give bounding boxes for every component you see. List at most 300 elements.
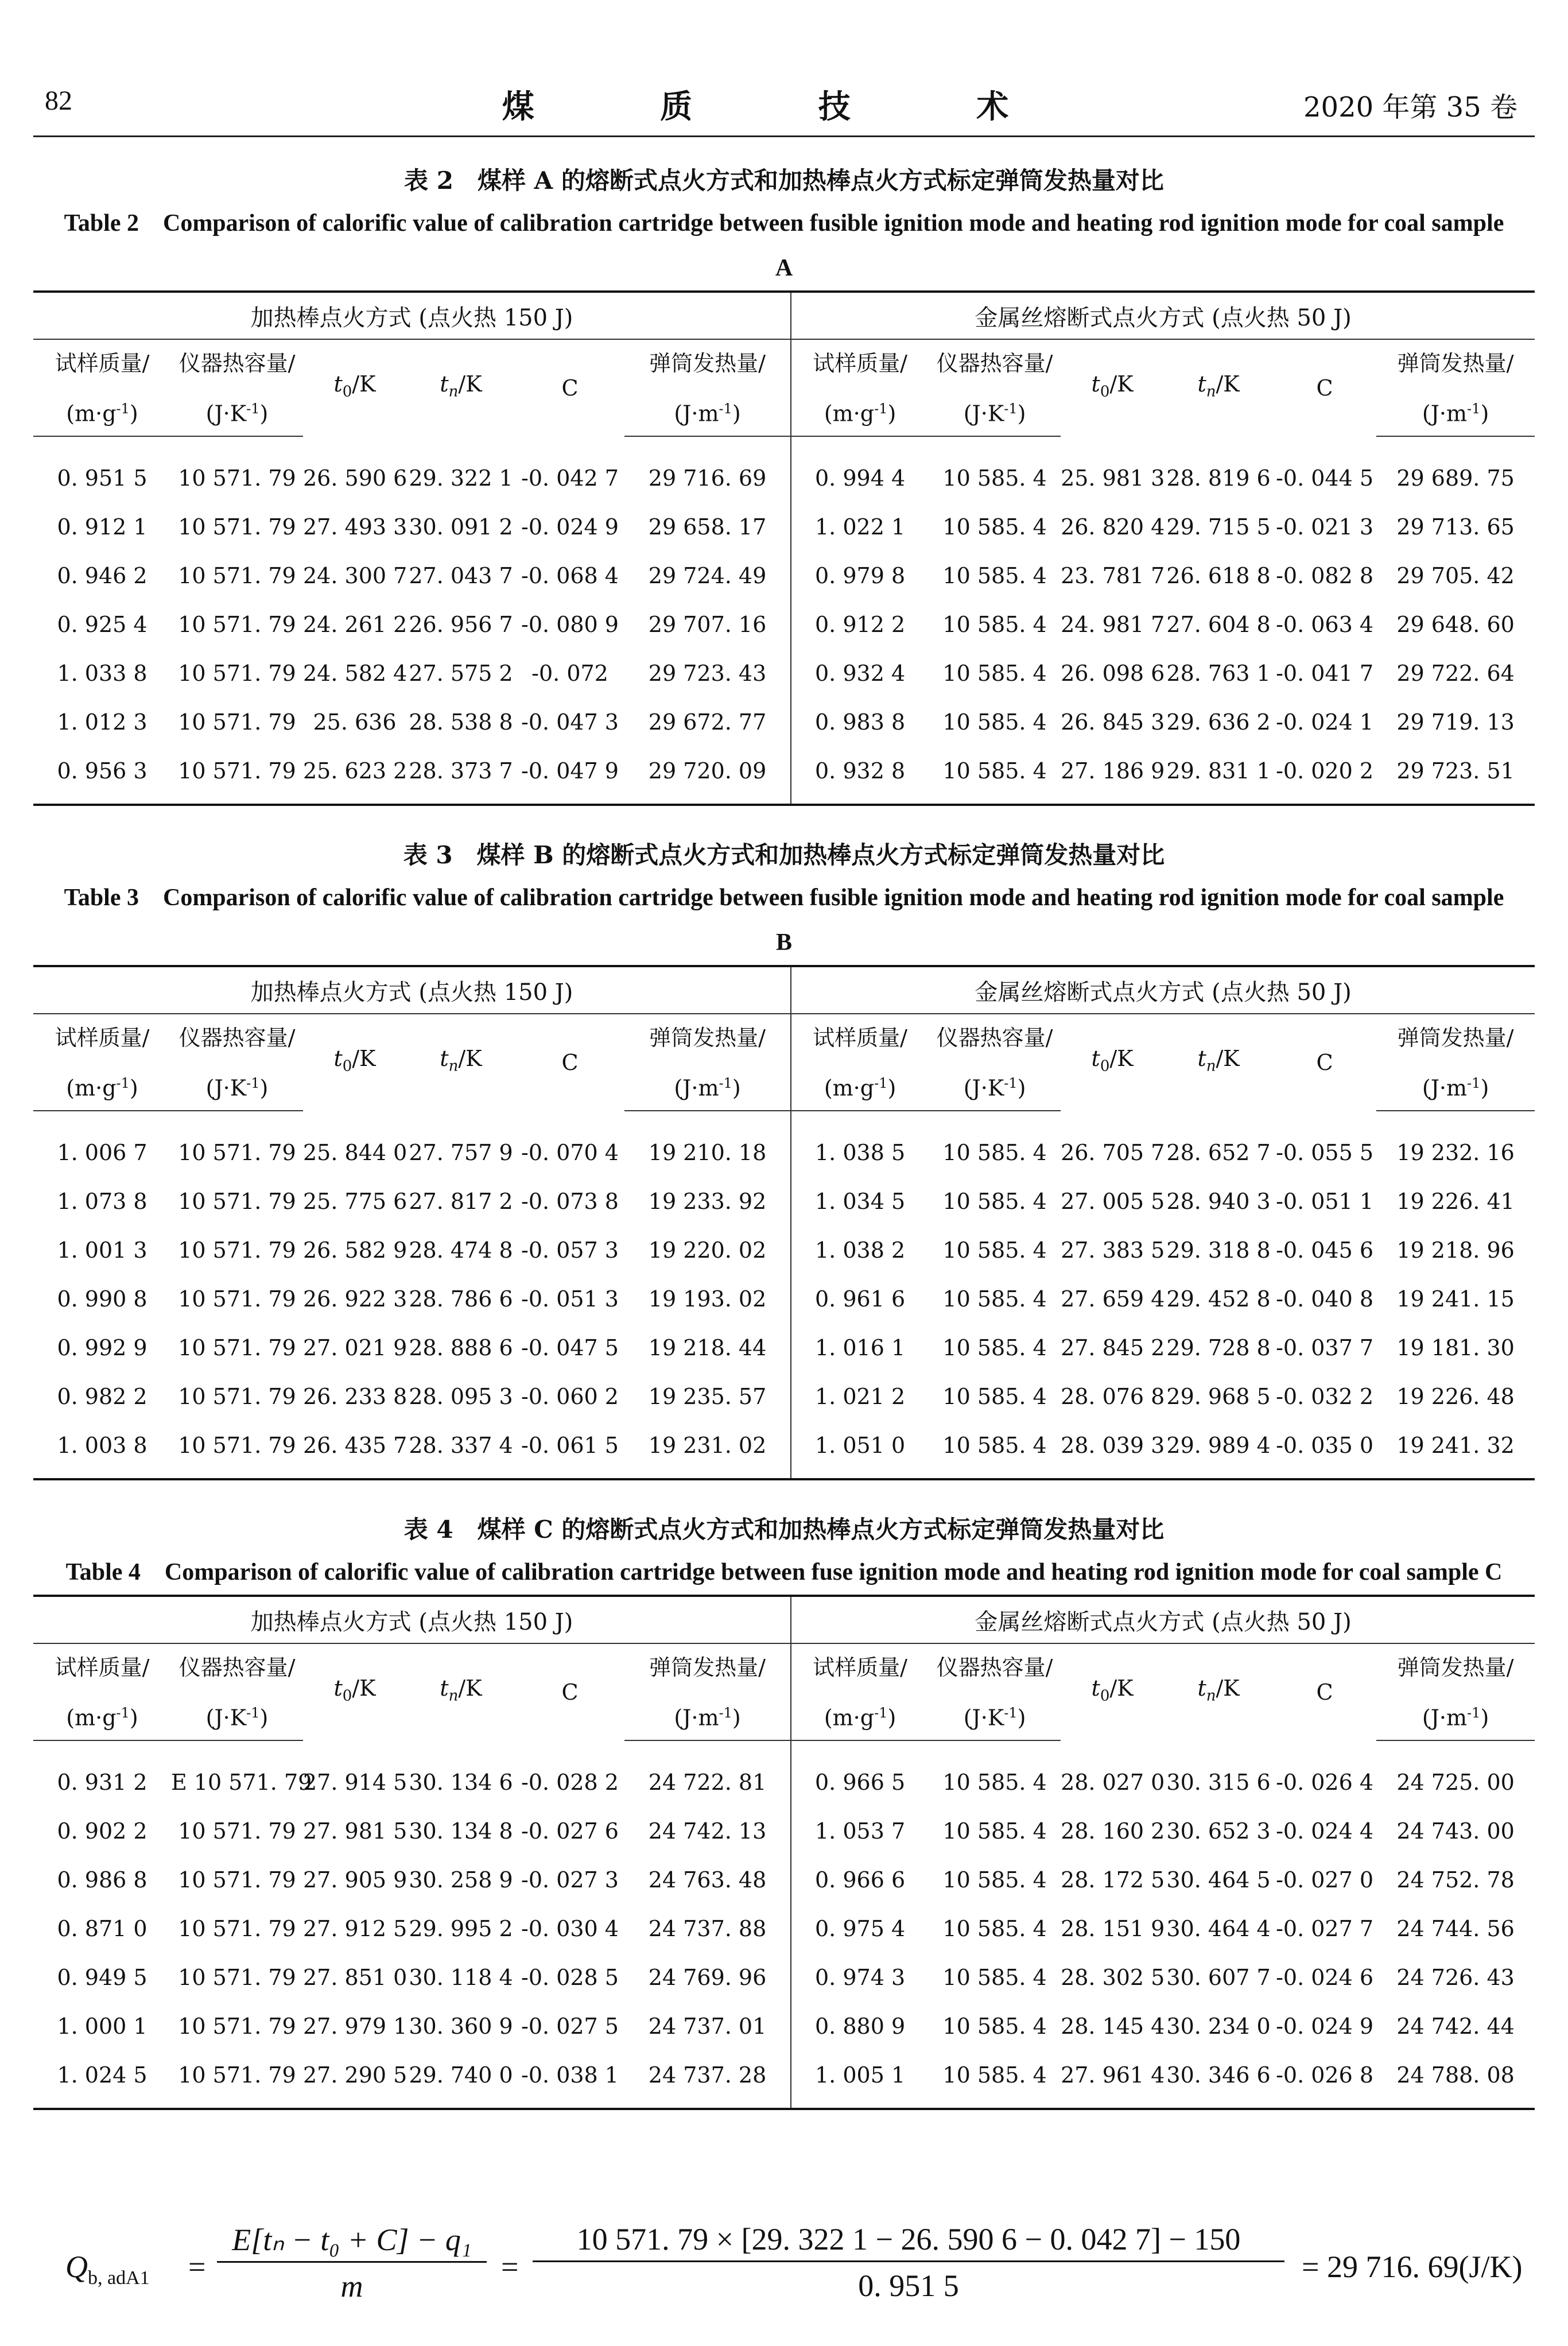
table-block — [33, 1510, 1535, 2110]
table-cell: -0. 028 2 — [521, 1769, 619, 1795]
formula-denominator: 0. 951 5 — [858, 2269, 959, 2303]
superscript: -1 — [874, 401, 888, 417]
table-cell: 10 585. 4 — [929, 2051, 1061, 2109]
table-cell: 0. 949 5 — [57, 1965, 148, 1991]
paren: ) — [887, 1705, 896, 1731]
table-cell: 0. 946 2 — [57, 563, 148, 589]
table-cell: 27. 981 5 — [303, 1818, 407, 1844]
table-cell: 26. 705 7 — [1061, 1139, 1165, 1165]
table-cell: 26. 922 3 — [303, 1286, 407, 1312]
paren: ) — [1480, 401, 1489, 426]
table-cell: 10 571. 79 — [178, 563, 296, 589]
formula-fraction-numeric — [533, 2221, 1284, 2304]
table-cell: 0. 932 8 — [791, 747, 929, 805]
table-cell: 28. 763 1 — [1166, 661, 1271, 687]
table-cell: 1. 073 8 — [57, 1189, 148, 1215]
paren: ) — [1480, 1075, 1489, 1101]
table-cell: 24 722. 81 — [624, 1740, 791, 1807]
superscript: -1 — [719, 1705, 732, 1721]
paren: ) — [1017, 1075, 1026, 1101]
table-cell: 27. 005 5 — [1061, 1189, 1165, 1215]
table-cell: -0. 027 0 — [1276, 1867, 1374, 1893]
table-cell: E 10 571. 79 — [171, 1770, 312, 1796]
subscript: 0 — [1100, 1057, 1110, 1075]
subscript: n — [448, 383, 459, 401]
unit: (m·g — [66, 1075, 117, 1101]
table-cell: 10 571. 79 — [178, 1189, 296, 1215]
table-cell: 1. 016 1 — [815, 1335, 906, 1361]
table-cell: 27. 290 5 — [303, 2051, 406, 2109]
superscript: -1 — [719, 401, 732, 417]
paren: ) — [129, 401, 138, 426]
table-cell: 29. 636 2 — [1166, 709, 1271, 735]
table-cell: 30. 258 9 — [409, 1867, 513, 1893]
col-header-calorific: 弹筒发热量/ — [649, 1025, 766, 1050]
table-cell: 27. 383 5 — [1061, 1238, 1165, 1263]
table-cell: 10 585. 4 — [942, 1335, 1047, 1361]
table-cell: -0. 032 2 — [1276, 1384, 1374, 1410]
table-cell: 1. 005 1 — [791, 2051, 929, 2109]
table-cell: -0. 080 9 — [521, 612, 619, 638]
group-header-fuse-wire: 金属丝熔断式点火方式 (点火热 50 J) — [791, 1596, 1535, 1643]
table-cell: 29. 831 1 — [1164, 747, 1273, 805]
table-cell: 0. 986 8 — [57, 1867, 148, 1893]
table-cell: 29. 968 5 — [1166, 1384, 1271, 1410]
table-cell: 10 585. 4 — [942, 1189, 1047, 1215]
unit: (J·m — [674, 1075, 719, 1101]
table-cell: 28. 888 6 — [409, 1335, 513, 1361]
table-cell: 10 571. 79 — [178, 661, 296, 687]
unit: /K — [1109, 1676, 1134, 1701]
table-caption-zh: 表 2 煤样 A 的熔断式点火方式和加热棒点火方式标定弹筒发热量对比 — [404, 166, 1164, 195]
formula-result: = 29 716. 69(J/K) — [1302, 2250, 1523, 2284]
table-cell: 28. 538 8 — [409, 709, 513, 735]
unit: /K — [352, 1676, 376, 1701]
unit: (m·g — [66, 1705, 117, 1731]
col-header-calorific: 弹筒发热量/ — [1397, 351, 1514, 376]
subscript: 0 — [342, 1687, 352, 1705]
paren: ) — [129, 1705, 138, 1731]
col-header-t0: t — [333, 371, 343, 397]
subscript: n — [1206, 383, 1216, 401]
table-cell: -0. 051 3 — [521, 1286, 619, 1312]
superscript: -1 — [246, 1705, 260, 1721]
table-cell: 10 585. 4 — [942, 1916, 1047, 1942]
table-cell: -0. 045 6 — [1276, 1238, 1374, 1263]
table-cell: 19 241. 32 — [1376, 1421, 1535, 1479]
col-header-heat-capacity: 仪器热容量/ — [178, 1655, 296, 1680]
table-cell: 26. 956 7 — [409, 612, 513, 638]
table-cell: 27. 845 2 — [1061, 1335, 1165, 1361]
table-cell: 10 585. 4 — [942, 1965, 1047, 1991]
col-header-tn: t — [1197, 371, 1206, 397]
table-cell: 29 689. 75 — [1396, 466, 1515, 491]
table-cell: 29 724. 49 — [624, 552, 791, 600]
subscript: n — [1206, 1057, 1216, 1075]
table-cell: 30. 464 4 — [1166, 1916, 1271, 1942]
table-cell: 30. 346 6 — [1164, 2051, 1273, 2109]
col-header-mass: 试样质量/ — [813, 351, 907, 376]
table-cell: 10 571. 79 — [178, 1286, 296, 1312]
table-cell: 27. 659 4 — [1061, 1286, 1165, 1312]
table-cell: 10 585. 4 — [942, 1286, 1047, 1312]
table-cell: 10 571. 79 — [178, 1916, 296, 1942]
group-header-heating-rod: 加热棒点火方式 (点火热 150 J) — [33, 1596, 791, 1643]
table-cell: -0. 060 2 — [521, 1384, 619, 1410]
table-cell: 24 788. 08 — [1376, 2051, 1535, 2109]
table-cell: 25. 636 — [313, 709, 397, 735]
paren: ) — [1480, 1705, 1489, 1731]
paren: ) — [732, 1075, 741, 1101]
table-cell: 27. 851 0 — [303, 1965, 407, 1991]
table-cell: 27. 912 5 — [303, 1916, 407, 1942]
table-row — [33, 649, 1535, 698]
paper-page — [33, 0, 1535, 2346]
table-cell: 19 232. 16 — [1396, 1140, 1515, 1166]
table-row — [33, 1953, 1535, 2002]
table-cell: 26. 435 7 — [303, 1421, 406, 1479]
table-cell: 27. 961 4 — [1061, 2051, 1164, 2109]
col-header-calorific: 弹筒发热量/ — [1397, 1655, 1514, 1680]
subscript: n — [448, 1057, 459, 1075]
table-cell: 29 672. 77 — [624, 698, 791, 747]
table-cell: 1. 000 1 — [57, 2014, 148, 2039]
col-header-heat-capacity: 仪器热容量/ — [936, 1655, 1053, 1680]
paren: ) — [259, 1705, 269, 1731]
table-cell: 30. 091 2 — [409, 514, 513, 540]
table-cell: 25. 981 3 — [1061, 465, 1165, 491]
table-cell: -0. 082 8 — [1276, 563, 1374, 589]
table-cell: 29 722. 64 — [1396, 661, 1515, 687]
unit: (m·g — [66, 401, 117, 426]
table-cell: 29. 740 0 — [406, 2051, 515, 2109]
col-header-tn: t — [1197, 1676, 1206, 1701]
table-cell: 27. 186 9 — [1061, 747, 1164, 805]
table-cell: -0. 024 4 — [1276, 1818, 1374, 1844]
table-cell: 0. 902 2 — [57, 1818, 148, 1844]
table-cell: 1. 051 0 — [791, 1421, 929, 1479]
unit: (J·m — [674, 401, 719, 426]
table-cell: 0. 982 2 — [57, 1384, 148, 1410]
table-cell: 27. 979 1 — [303, 2014, 407, 2039]
table-cell: 26. 098 6 — [1061, 661, 1165, 687]
table-cell: -0. 024 9 — [1276, 2014, 1374, 2039]
table-cell: 24 737. 28 — [624, 2051, 791, 2109]
table-block — [33, 835, 1535, 1480]
table-cell: 24 743. 00 — [1396, 1818, 1515, 1844]
table-cell: 10 571. 79 — [178, 1140, 296, 1166]
table-cell: -0. 024 6 — [1276, 1965, 1374, 1991]
table-caption-zh: 表 4 煤样 C 的熔断式点火方式和加热棒点火方式标定弹筒发热量对比 — [403, 1515, 1165, 1544]
table-cell: 29. 715 5 — [1166, 514, 1271, 540]
table-cell: 25. 844 0 — [303, 1139, 407, 1165]
table-row — [33, 1275, 1535, 1324]
superscript: -1 — [719, 1075, 732, 1091]
table-cell: 29 648. 60 — [1396, 612, 1515, 638]
table-cell: 27. 043 7 — [409, 563, 513, 589]
table-cell: 10 585. 4 — [929, 1421, 1061, 1479]
table-cell: 30. 234 0 — [1166, 2014, 1271, 2039]
superscript: -1 — [116, 1075, 130, 1091]
table-cell: -0. 024 1 — [1276, 709, 1374, 735]
table-cell: 29 716. 69 — [624, 436, 791, 503]
table-cell: 29 719. 13 — [1396, 709, 1515, 735]
table-cell: 19 241. 15 — [1396, 1286, 1515, 1312]
table-row — [33, 552, 1535, 600]
table-cell: 27. 493 3 — [303, 514, 407, 540]
table-cell: 1. 012 3 — [57, 709, 148, 735]
table-cell: -0. 037 7 — [1276, 1335, 1374, 1361]
table-caption-en: Table 2 Comparison of calorific value of calibration cartridge between fusible ignition mode and heating rod ignition mode for coal sample A — [64, 210, 1504, 281]
superscript: -1 — [874, 1075, 888, 1091]
unit: (J·K — [205, 1705, 247, 1731]
superscript: -1 — [1004, 401, 1018, 417]
col-header-t0: t — [1091, 371, 1100, 397]
table-cell: 29 707. 16 — [624, 600, 791, 649]
table-cell: 30. 360 9 — [409, 2014, 513, 2039]
table-cell: 10 571. 79 — [171, 1421, 303, 1479]
table-cell: 0. 912 2 — [815, 612, 906, 638]
col-header-tn: t — [440, 1676, 449, 1701]
paren: ) — [732, 1705, 741, 1731]
table-cell: 0. 932 4 — [815, 661, 906, 687]
table-cell: 29 723. 43 — [624, 649, 791, 698]
table-cell: -0. 027 7 — [1276, 1916, 1374, 1942]
paren: ) — [887, 1075, 896, 1101]
table-cell: 27. 021 9 — [303, 1335, 407, 1361]
table-cell: -0. 047 9 — [515, 747, 624, 805]
table-cell: 10 585. 4 — [942, 1238, 1047, 1263]
table-cell: 26. 618 8 — [1166, 563, 1271, 589]
table-cell: 10 585. 4 — [942, 661, 1047, 687]
superscript: -1 — [874, 1705, 888, 1721]
table-cell: 0. 871 0 — [57, 1916, 148, 1942]
table-cell: 29. 318 8 — [1166, 1238, 1271, 1263]
unit: /K — [1216, 1676, 1240, 1701]
table-cell: 26. 845 3 — [1061, 709, 1165, 735]
paren: ) — [129, 1075, 138, 1101]
table-cell: 24 742. 13 — [624, 1807, 791, 1856]
table-row — [33, 503, 1535, 552]
col-header-mass: 试样质量/ — [55, 1025, 150, 1050]
table-cell: 10 571. 79 — [178, 2014, 296, 2039]
table-cell: 28. 145 4 — [1061, 2014, 1165, 2039]
journal-name: 煤 质 技 术 — [502, 88, 1066, 126]
table-cell: 24 725. 00 — [1396, 1770, 1515, 1796]
paren: ) — [1017, 401, 1026, 426]
col-header-calorific: 弹筒发热量/ — [649, 351, 766, 376]
col-header-t0: t — [333, 1046, 343, 1072]
unit: /K — [352, 1046, 376, 1072]
table-cell: 10 585. 4 — [942, 1384, 1047, 1410]
table-cell: -0. 047 3 — [521, 709, 619, 735]
table-cell: 0. 983 8 — [815, 709, 906, 735]
table-cell: 24 737. 88 — [624, 1905, 791, 1953]
subscript: 0 — [1100, 383, 1110, 401]
col-header-c: C — [561, 1049, 579, 1075]
unit: /K — [458, 371, 482, 397]
table-cell: 28. 940 3 — [1166, 1189, 1271, 1215]
volume-info: 2020 年第 35 卷 — [1303, 91, 1517, 123]
paren: ) — [732, 401, 741, 426]
table-cell: 19 233. 92 — [624, 1177, 791, 1226]
table-cell: -0. 073 8 — [521, 1189, 619, 1215]
table-cell: 0. 925 4 — [57, 612, 148, 638]
table-cell: -0. 070 4 — [521, 1139, 619, 1165]
unit: (J·K — [963, 401, 1004, 426]
col-header-t0: t — [333, 1676, 343, 1701]
table-cell: -0. 040 8 — [1276, 1286, 1374, 1312]
table-cell: 0. 966 6 — [815, 1867, 906, 1893]
paren: ) — [1017, 1705, 1026, 1731]
table-cell: 1. 053 7 — [815, 1818, 906, 1844]
table-row — [33, 1856, 1535, 1905]
subscript: 0 — [1100, 1687, 1110, 1705]
unit: (J·m — [1422, 401, 1468, 426]
col-header-tn: t — [440, 371, 449, 397]
table-row — [33, 698, 1535, 747]
table-row — [33, 1421, 1535, 1479]
superscript: -1 — [1004, 1705, 1018, 1721]
table-cell: 30. 134 6 — [409, 1769, 513, 1795]
table-cell: 29. 452 8 — [1166, 1286, 1271, 1312]
table-cell: -0. 027 5 — [521, 2014, 619, 2039]
table-cell: 10 571. 79 — [178, 1867, 296, 1893]
table-cell: 28. 652 7 — [1166, 1139, 1271, 1165]
page-number: 82 — [45, 86, 72, 116]
table-cell: -0. 027 6 — [521, 1818, 619, 1844]
table-cell: 0. 931 2 — [57, 1770, 148, 1796]
table-cell: -0. 044 5 — [1276, 465, 1374, 491]
table-cell: 10 571. 79 — [178, 514, 296, 540]
table-row — [33, 2051, 1535, 2109]
superscript: -1 — [1467, 1075, 1481, 1091]
table-cell: 10 585. 4 — [942, 1770, 1047, 1796]
table-cell: -0. 041 7 — [1276, 661, 1374, 687]
table-cell: 24 744. 56 — [1396, 1916, 1515, 1942]
running-header — [33, 80, 1535, 137]
table-cell: 29. 989 4 — [1164, 1421, 1273, 1479]
table-cell: -0. 026 8 — [1273, 2051, 1376, 2109]
table-cell: 0. 956 3 — [33, 747, 171, 805]
table-row — [33, 2002, 1535, 2051]
col-header-tn: t — [1197, 1046, 1206, 1072]
table-cell: 0. 880 9 — [815, 2014, 906, 2039]
superscript: -1 — [1467, 1705, 1481, 1721]
table-cell: 29 705. 42 — [1396, 563, 1515, 589]
table-row — [33, 747, 1535, 805]
table-cell: 28. 302 5 — [1061, 1965, 1165, 1991]
table-cell: 10 585. 4 — [942, 1867, 1047, 1893]
table-cell: 19 218. 96 — [1396, 1238, 1515, 1263]
table-cell: 27. 817 2 — [409, 1189, 513, 1215]
table-row — [33, 600, 1535, 649]
table-cell: 28. 027 0 — [1061, 1769, 1165, 1795]
table-cell: 1. 024 5 — [33, 2051, 171, 2109]
table-cell: 1. 021 2 — [815, 1384, 906, 1410]
formula-lhs: $Q_{b, adA1}$ — [65, 2250, 150, 2289]
table-cell: 27. 905 9 — [303, 1867, 407, 1893]
formula-fraction-symbolic — [217, 2221, 487, 2304]
table-cell: 10 585. 4 — [942, 612, 1047, 638]
table-caption-zh: 表 3 煤样 B 的熔断式点火方式和加热棒点火方式标定弹筒发热量对比 — [403, 841, 1165, 869]
table-cell: 28. 039 3 — [1061, 1421, 1164, 1479]
table-cell: 26. 590 6 — [303, 465, 407, 491]
unit: (J·K — [205, 1075, 247, 1101]
table-cell: 30. 652 3 — [1166, 1818, 1271, 1844]
subscript: n — [448, 1687, 459, 1705]
col-header-c: C — [1316, 1679, 1333, 1705]
table-row — [33, 436, 1535, 503]
subscript: 0 — [342, 383, 352, 401]
table-cell: 29. 728 8 — [1166, 1335, 1271, 1361]
table-cell: 27. 575 2 — [409, 661, 513, 687]
col-header-c: C — [561, 375, 579, 401]
formula-numerator: 10 571. 79 × [29. 322 1 − 26. 590 6 − 0. 042 7] − 150 — [533, 2221, 1284, 2262]
table-cell: -0. 072 — [531, 661, 608, 687]
table-cell: -0. 026 4 — [1276, 1769, 1374, 1795]
table-row — [33, 1111, 1535, 1177]
table-cell: 10 571. 79 — [171, 747, 303, 805]
table-cell: 0. 994 4 — [815, 466, 906, 491]
table-cell: 1. 001 3 — [57, 1238, 148, 1263]
paren: ) — [259, 401, 269, 426]
calorific-comparison-table — [33, 290, 1535, 806]
table-cell: -0. 024 9 — [521, 514, 619, 540]
table-cell: 19 210. 18 — [624, 1111, 791, 1177]
table-cell: 19 218. 44 — [624, 1324, 791, 1372]
table-cell: 24 752. 78 — [1396, 1867, 1515, 1893]
table-cell: 26. 820 4 — [1061, 514, 1165, 540]
table-cell: 10 571. 79 — [178, 466, 296, 491]
col-header-t0: t — [1091, 1676, 1100, 1701]
table-cell: 28. 076 8 — [1061, 1384, 1165, 1410]
table-cell: 1. 022 1 — [815, 514, 906, 540]
table-cell: 24. 981 7 — [1061, 612, 1165, 638]
unit: (J·m — [1422, 1075, 1468, 1101]
table-cell: 28. 337 4 — [406, 1421, 515, 1479]
table-cell: 10 571. 79 — [178, 1384, 296, 1410]
table-cell: 24 763. 48 — [624, 1856, 791, 1905]
table-caption-en: Table 4 Comparison of calorific value of calibration cartridge between fuse ignition mode and heating rod ignition mode for coal sample C — [65, 1559, 1503, 1585]
superscript: -1 — [1004, 1075, 1018, 1091]
table-cell: 10 585. 4 — [942, 1140, 1047, 1166]
table-cell: 10 585. 4 — [942, 466, 1047, 491]
table-row — [33, 1807, 1535, 1856]
table-cell: 10 571. 79 — [178, 1965, 296, 1991]
col-header-mass: 试样质量/ — [813, 1655, 907, 1680]
table-cell: 10 571. 79 — [178, 612, 296, 638]
superscript: -1 — [116, 1705, 130, 1721]
table-cell: 24 742. 44 — [1396, 2014, 1515, 2039]
col-header-c: C — [561, 1679, 579, 1705]
table-cell: 19 220. 02 — [624, 1226, 791, 1275]
table-cell: -0. 028 5 — [521, 1965, 619, 1991]
col-header-heat-capacity: 仪器热容量/ — [936, 351, 1053, 376]
table-cell: 26. 233 8 — [303, 1384, 407, 1410]
unit: /K — [1216, 371, 1240, 397]
col-header-mass: 试样质量/ — [55, 351, 150, 376]
unit: (J·K — [963, 1705, 1004, 1731]
table-row — [33, 1905, 1535, 1953]
table-cell: 30. 607 7 — [1166, 1965, 1271, 1991]
table-cell: 1. 038 5 — [815, 1140, 906, 1166]
table-cell: -0. 047 5 — [521, 1335, 619, 1361]
table-cell: -0. 030 4 — [521, 1916, 619, 1942]
group-header-heating-rod: 加热棒点火方式 (点火热 150 J) — [33, 966, 791, 1014]
group-header-fuse-wire: 金属丝熔断式点火方式 (点火热 50 J) — [791, 966, 1535, 1014]
table-row — [33, 1740, 1535, 1807]
